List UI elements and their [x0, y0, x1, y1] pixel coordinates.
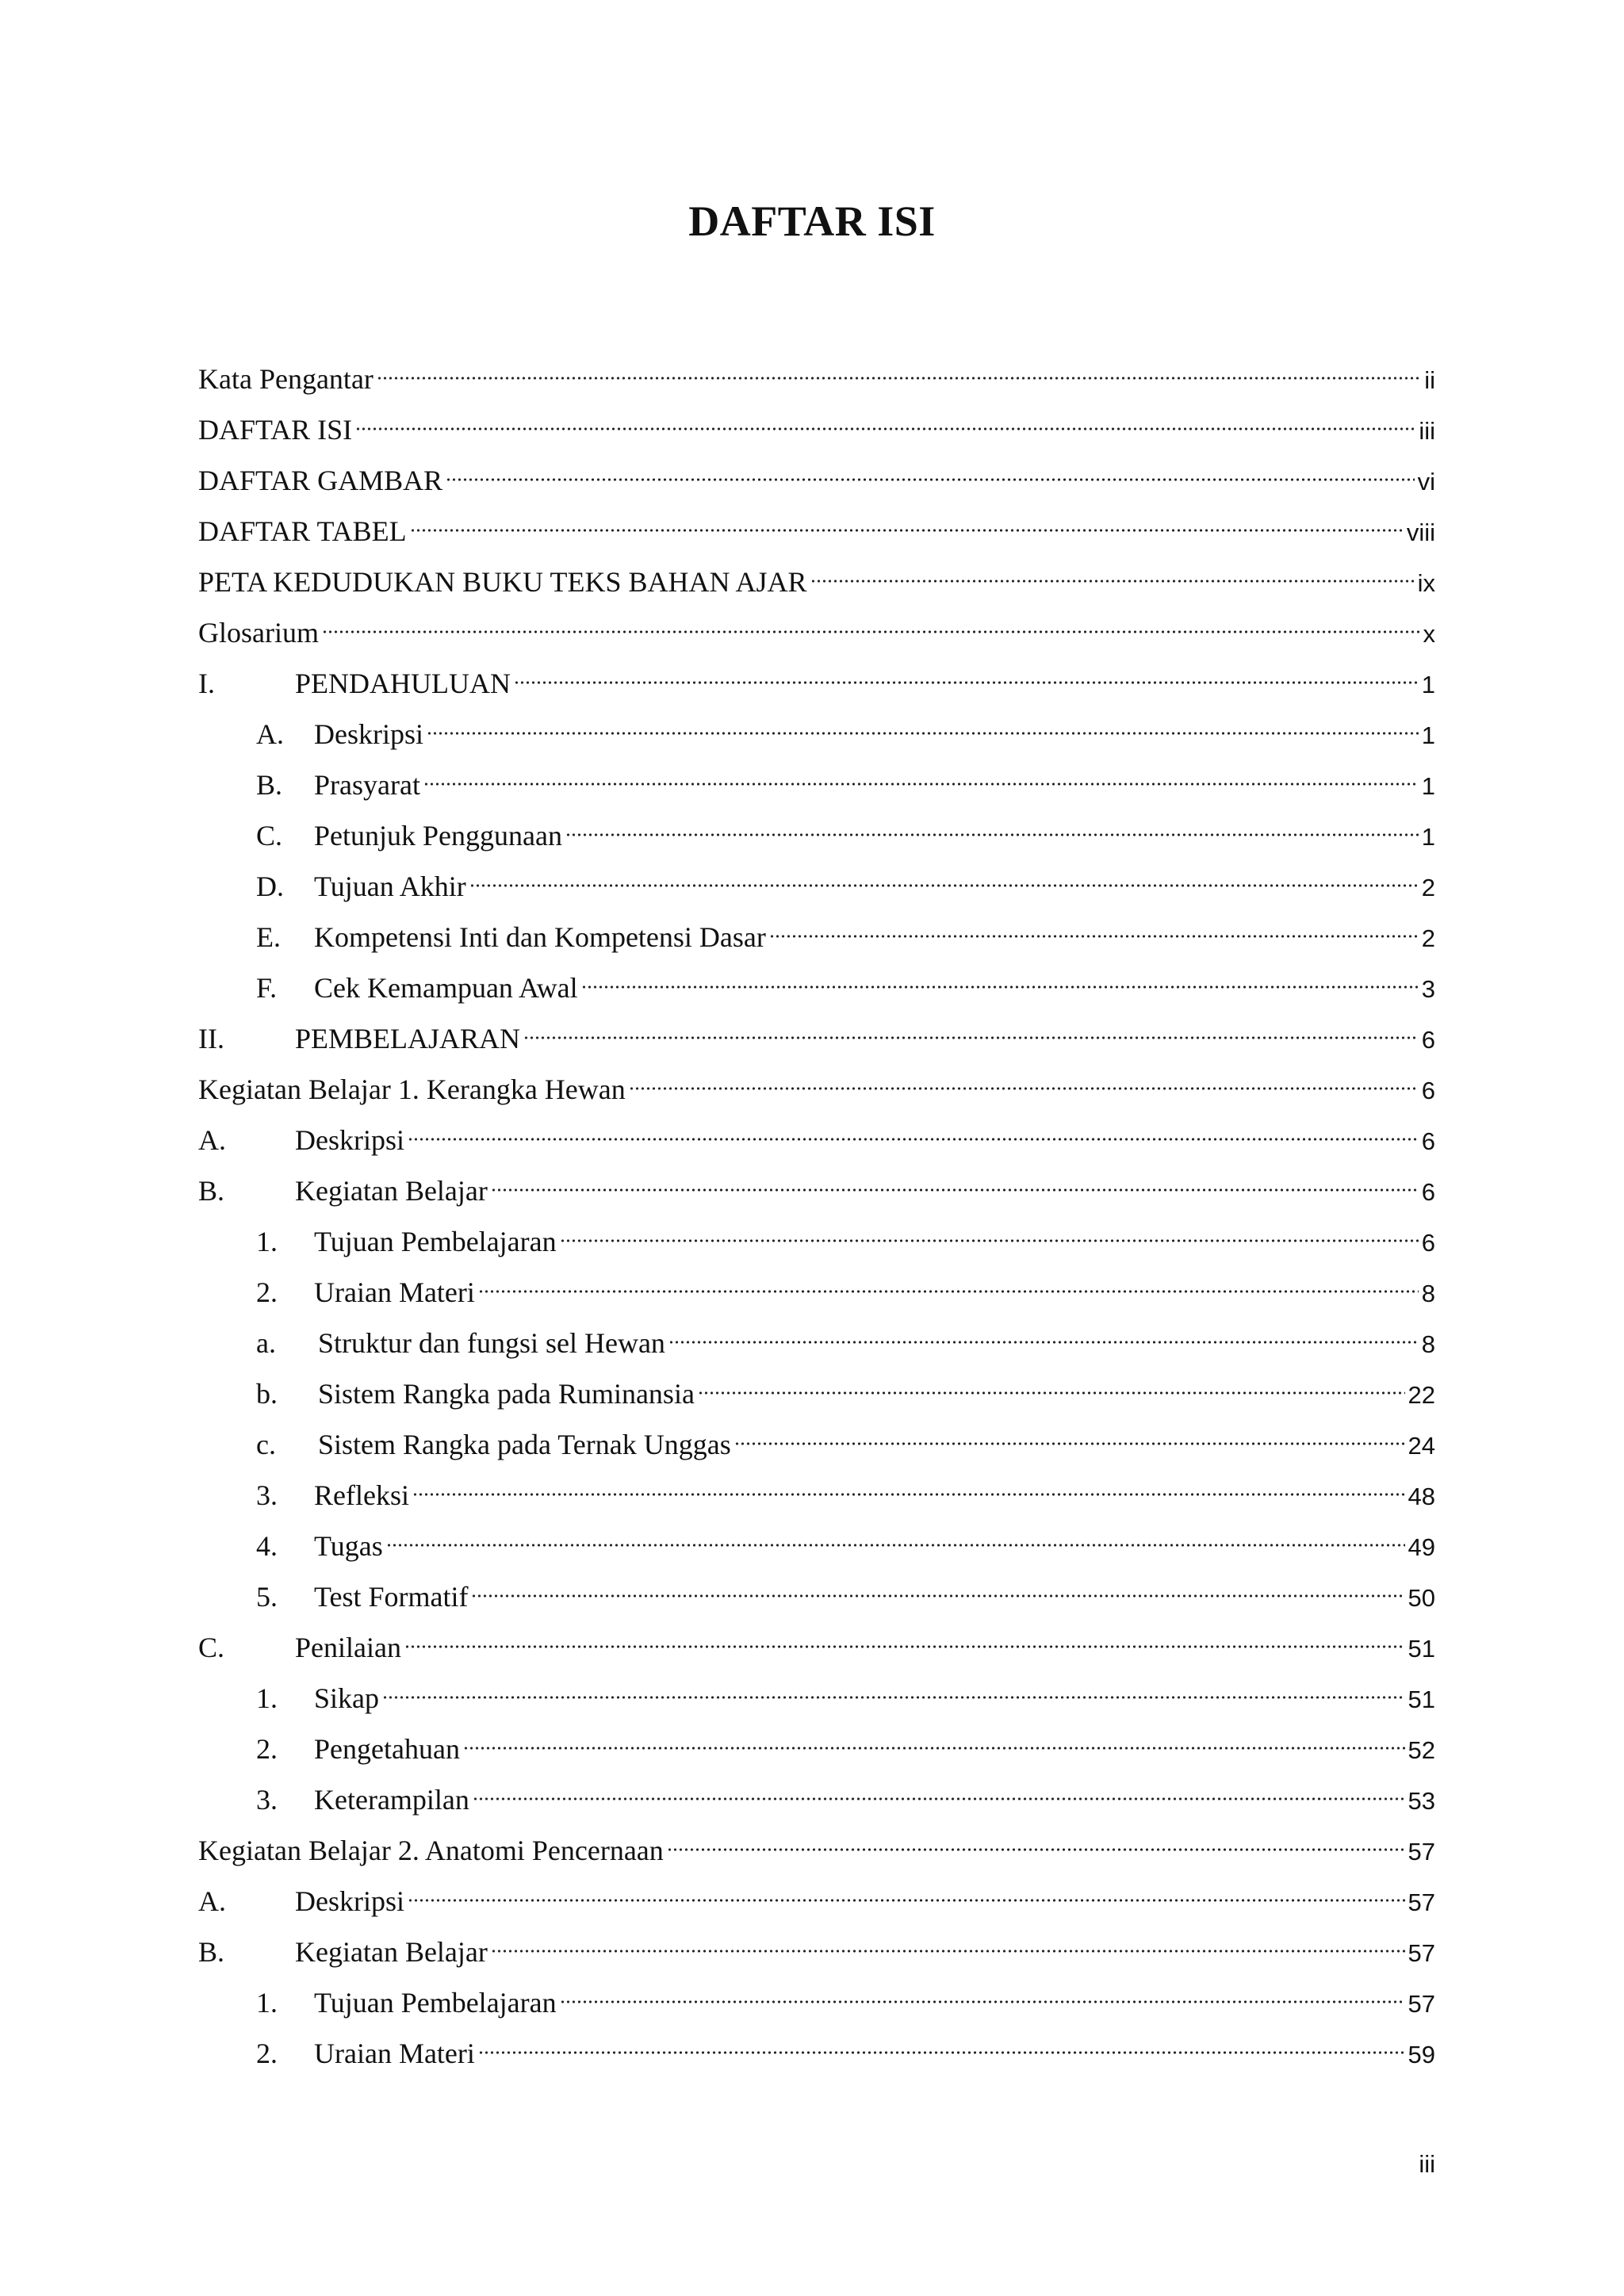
toc-entry[interactable] [198, 1977, 1435, 2028]
toc-entry-page: 6 [1421, 1229, 1435, 1257]
toc-entry-page: 2 [1421, 874, 1435, 901]
toc-entry[interactable] [198, 912, 1435, 962]
dot-leader [478, 1288, 1419, 1295]
toc-entry-label: DAFTAR ISI [198, 414, 353, 446]
toc-entry-page: 8 [1421, 1330, 1435, 1358]
toc-entry[interactable] [198, 1774, 1435, 1825]
dot-leader [734, 1440, 1405, 1448]
dot-leader [514, 679, 1419, 687]
toc-entry-page: 57 [1408, 1939, 1435, 1967]
toc-entry-label: Tujuan Akhir [314, 871, 466, 902]
toc-entry-number: E. [256, 921, 281, 953]
table-of-contents [198, 354, 1435, 2079]
toc-entry-page: 1 [1421, 671, 1435, 698]
dot-leader [463, 1744, 1405, 1752]
toc-entry-label: Kegiatan Belajar 2. Anatomi Pencernaan [198, 1835, 664, 1866]
toc-entry-page: 3 [1421, 975, 1435, 1003]
toc-entry-number: a. [256, 1327, 276, 1359]
dot-leader [491, 1947, 1405, 1955]
dot-leader [423, 780, 1419, 788]
dot-leader [667, 1846, 1405, 1854]
toc-entry-page: ii [1424, 366, 1435, 394]
toc-entry-label: Glosarium [198, 617, 319, 649]
toc-entry-page: iii [1419, 417, 1435, 445]
toc-entry[interactable] [198, 1724, 1435, 1774]
toc-entry-label: Uraian Materi [314, 1276, 475, 1308]
toc-entry-page: 52 [1408, 1736, 1435, 1764]
toc-entry-page: 6 [1421, 1127, 1435, 1155]
toc-entry-number: B. [198, 1936, 225, 1968]
toc-entry[interactable] [198, 861, 1435, 912]
toc-entry-label: Kegiatan Belajar [295, 1936, 488, 1968]
toc-entry-label: PETA KEDUDUKAN BUKU TEKS BAHAN AJAR [198, 566, 807, 598]
toc-entry[interactable] [198, 1115, 1435, 1165]
toc-entry-number: A. [256, 718, 284, 750]
toc-entry-page: 8 [1421, 1280, 1435, 1307]
toc-entry-label: Prasyarat [314, 769, 420, 801]
page-title: DAFTAR ISI [688, 197, 936, 245]
toc-entry-number: B. [198, 1175, 225, 1207]
toc-entry-label: Kegiatan Belajar 1. Kerangka Hewan [198, 1073, 626, 1105]
toc-entry-number: C. [198, 1632, 225, 1663]
toc-entry-label: Cek Kemampuan Awal [314, 972, 578, 1004]
toc-entry-page: 1 [1421, 823, 1435, 851]
toc-entry-page: 1 [1421, 772, 1435, 800]
dot-leader [560, 1998, 1405, 2006]
toc-entry[interactable] [198, 506, 1435, 557]
toc-entry-label: Tujuan Pembelajaran [314, 1226, 557, 1257]
dot-leader [408, 1896, 1405, 1904]
dot-leader [523, 1034, 1419, 1042]
toc-entry-number: 5. [256, 1581, 278, 1613]
dot-leader [427, 729, 1419, 737]
toc-entry-number: I. [198, 668, 215, 699]
toc-entry[interactable] [198, 658, 1435, 709]
toc-entry-label: Kompetensi Inti dan Kompetensi Dasar [314, 921, 766, 953]
toc-entry-page: 53 [1408, 1787, 1435, 1815]
toc-entry-page: 57 [1408, 1838, 1435, 1866]
toc-entry-page: viii [1406, 519, 1435, 546]
toc-entry-page: 51 [1408, 1635, 1435, 1663]
toc-entry-number: A. [198, 1124, 226, 1156]
toc-entry-number: 1. [256, 1682, 278, 1714]
dot-leader [769, 932, 1419, 940]
dot-leader [810, 577, 1415, 585]
toc-entry-label: Deskripsi [314, 718, 423, 750]
toc-entry[interactable] [198, 1825, 1435, 1876]
dot-leader [469, 882, 1419, 890]
toc-entry[interactable] [198, 1013, 1435, 1064]
toc-entry-number: 2. [256, 1276, 278, 1308]
dot-leader [408, 1135, 1419, 1143]
toc-entry-label: Tujuan Pembelajaran [314, 1987, 557, 2019]
toc-entry-label: Keterampilan [314, 1784, 469, 1816]
toc-entry-number: c. [256, 1429, 276, 1460]
toc-entry[interactable] [198, 1571, 1435, 1622]
toc-entry[interactable] [198, 1622, 1435, 1673]
toc-entry-number: 3. [256, 1784, 278, 1816]
toc-entry[interactable] [198, 810, 1435, 861]
dot-leader [412, 1490, 1405, 1498]
toc-entry-page: 51 [1408, 1686, 1435, 1713]
toc-entry-number: C. [256, 820, 283, 851]
dot-leader [471, 1592, 1404, 1600]
dot-leader [386, 1541, 1405, 1549]
toc-entry-page: 57 [1408, 1888, 1435, 1916]
toc-entry-page: 49 [1408, 1533, 1435, 1561]
dot-leader [698, 1389, 1405, 1397]
toc-entry-number: 1. [256, 1226, 278, 1257]
dot-leader [560, 1237, 1419, 1245]
dot-leader [377, 374, 1421, 382]
toc-entry-label: PENDAHULUAN [295, 668, 511, 699]
toc-entry[interactable] [198, 455, 1435, 506]
toc-entry[interactable] [198, 1064, 1435, 1115]
toc-entry-label: Deskripsi [295, 1124, 404, 1156]
dot-leader [473, 1795, 1405, 1803]
toc-entry-page: x [1423, 620, 1435, 648]
toc-entry-page: 1 [1421, 721, 1435, 749]
toc-entry[interactable] [198, 1216, 1435, 1267]
dot-leader [355, 425, 1415, 433]
toc-entry-label: PEMBELAJARAN [295, 1023, 521, 1054]
toc-entry-label: Penilaian [295, 1632, 401, 1663]
toc-entry-label: Test Formatif [314, 1581, 469, 1613]
toc-entry[interactable] [198, 1419, 1435, 1470]
toc-entry-label: Pengetahuan [314, 1733, 460, 1765]
toc-entry[interactable] [198, 1673, 1435, 1724]
toc-entry-page: 2 [1421, 924, 1435, 952]
toc-entry-label: Kata Pengantar [198, 363, 373, 395]
toc-entry-page: 48 [1408, 1483, 1435, 1510]
dot-leader [668, 1338, 1419, 1346]
toc-entry[interactable] [198, 1876, 1435, 1927]
dot-leader [491, 1186, 1419, 1194]
toc-entry[interactable] [198, 607, 1435, 658]
toc-entry-number: 4. [256, 1530, 278, 1562]
toc-entry-label: Tugas [314, 1530, 383, 1562]
toc-entry[interactable] [198, 962, 1435, 1013]
toc-entry-page: 57 [1408, 1990, 1435, 2018]
toc-entry-label: Deskripsi [295, 1885, 404, 1917]
toc-entry-page: 6 [1421, 1178, 1435, 1206]
toc-entry-number: A. [198, 1885, 226, 1917]
toc-entry-label: Uraian Materi [314, 2038, 475, 2069]
toc-entry-page: 24 [1408, 1432, 1435, 1460]
toc-entry-page: 6 [1421, 1026, 1435, 1054]
toc-entry-number: b. [256, 1378, 278, 1410]
toc-entry[interactable] [198, 354, 1435, 404]
toc-entry-page: ix [1417, 569, 1435, 597]
toc-entry[interactable] [198, 2028, 1435, 2079]
dot-leader [565, 831, 1419, 839]
toc-entry-label: Sistem Rangka pada Ruminansia [318, 1378, 695, 1410]
toc-entry-number: 3. [256, 1479, 278, 1511]
toc-entry[interactable] [198, 1267, 1435, 1318]
toc-entry-number: F. [256, 972, 278, 1004]
toc-entry[interactable] [198, 760, 1435, 810]
toc-entry-number: 1. [256, 1987, 278, 2019]
toc-entry-number: D. [256, 871, 284, 902]
footer-page-number: iii [1419, 2150, 1435, 2178]
toc-entry-label: Struktur dan fungsi sel Hewan [318, 1327, 665, 1359]
dot-leader [410, 526, 1404, 534]
toc-entry[interactable] [198, 1368, 1435, 1419]
toc-entry-page: 59 [1408, 2041, 1435, 2068]
toc-entry-label: Sikap [314, 1682, 380, 1714]
dot-leader [404, 1643, 1405, 1651]
toc-entry[interactable] [198, 1521, 1435, 1571]
toc-entry-page: 6 [1421, 1077, 1435, 1104]
dot-leader [382, 1693, 1405, 1701]
dot-leader [478, 2049, 1405, 2057]
dot-leader [629, 1085, 1419, 1093]
toc-entry[interactable] [198, 1318, 1435, 1368]
dot-leader [322, 628, 1420, 636]
toc-entry-number: 2. [256, 2038, 278, 2069]
toc-entry[interactable] [198, 557, 1435, 607]
toc-entry-page: 22 [1408, 1381, 1435, 1409]
toc-entry[interactable] [198, 709, 1435, 760]
toc-entry-page: 50 [1408, 1584, 1435, 1612]
toc-entry-label: Kegiatan Belajar [295, 1175, 488, 1207]
toc-entry-label: DAFTAR TABEL [198, 515, 407, 547]
toc-entry[interactable] [198, 404, 1435, 455]
toc-entry-label: Petunjuk Penggunaan [314, 820, 562, 851]
toc-entry[interactable] [198, 1927, 1435, 1977]
toc-entry-label: DAFTAR GAMBAR [198, 465, 443, 496]
toc-entry[interactable] [198, 1470, 1435, 1521]
toc-entry-number: B. [256, 769, 283, 801]
toc-entry[interactable] [198, 1165, 1435, 1216]
toc-entry-label: Sistem Rangka pada Ternak Unggas [318, 1429, 731, 1460]
toc-entry-page: vi [1417, 468, 1435, 496]
dot-leader [446, 476, 1414, 484]
dot-leader [581, 983, 1419, 991]
toc-entry-label: Refleksi [314, 1479, 409, 1511]
toc-entry-number: II. [198, 1023, 224, 1054]
toc-entry-number: 2. [256, 1733, 278, 1765]
